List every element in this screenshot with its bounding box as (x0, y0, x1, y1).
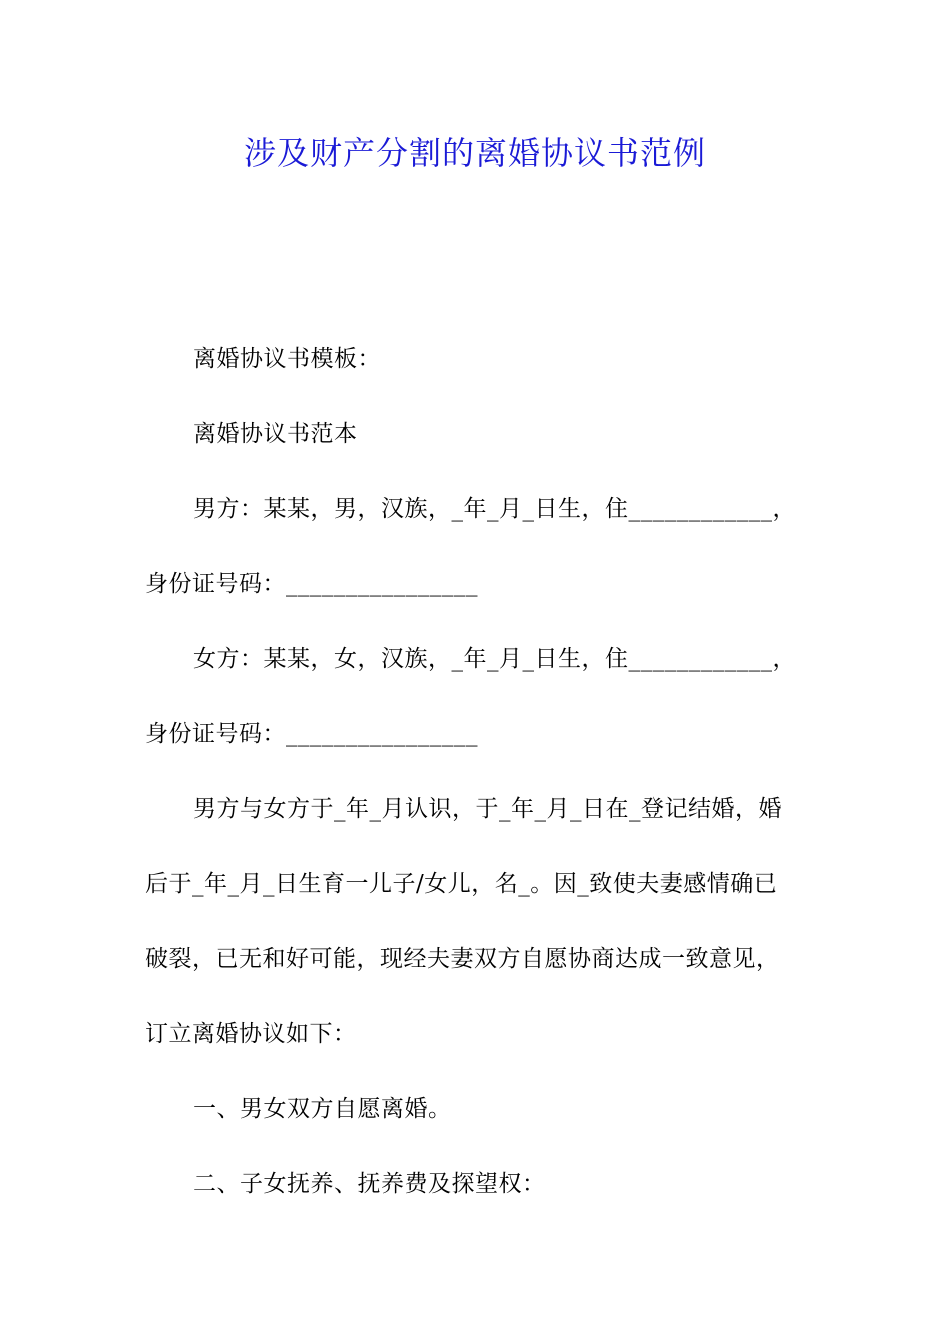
paragraph-line-sample-heading: 离婚协议书范本 (193, 421, 358, 447)
paragraph-line-marriage-1: 男方与女方于_年_月认识，于_年_月_日在_登记结婚，婚 (193, 796, 782, 822)
paragraph-line-female-id: 身份证号码：________________ (145, 721, 478, 747)
paragraph-line-template-heading: 离婚协议书模板： (193, 346, 381, 372)
paragraph-line-marriage-4: 订立离婚协议如下： (145, 1021, 357, 1047)
paragraph-line-male-id: 身份证号码：________________ (145, 571, 478, 597)
paragraph-line-clause-2: 二、子女抚养、抚养费及探望权： (193, 1171, 546, 1197)
paragraph-line-male-party: 男方：某某，男，汉族，_年_月_日生，住____________， (193, 496, 796, 522)
paragraph-line-marriage-2: 后于_年_月_日生育一儿子/女儿，名_。因_致使夫妻感情确已 (145, 871, 778, 897)
paragraph-line-clause-1: 一、男女双方自愿离婚。 (193, 1096, 452, 1122)
document-title: 涉及财产分割的离婚协议书范例 (243, 134, 706, 172)
paragraph-line-marriage-3: 破裂，已无和好可能，现经夫妻双方自愿协商达成一致意见， (145, 946, 780, 972)
paragraph-line-female-party: 女方：某某，女，汉族，_年_月_日生，住____________， (193, 646, 796, 672)
